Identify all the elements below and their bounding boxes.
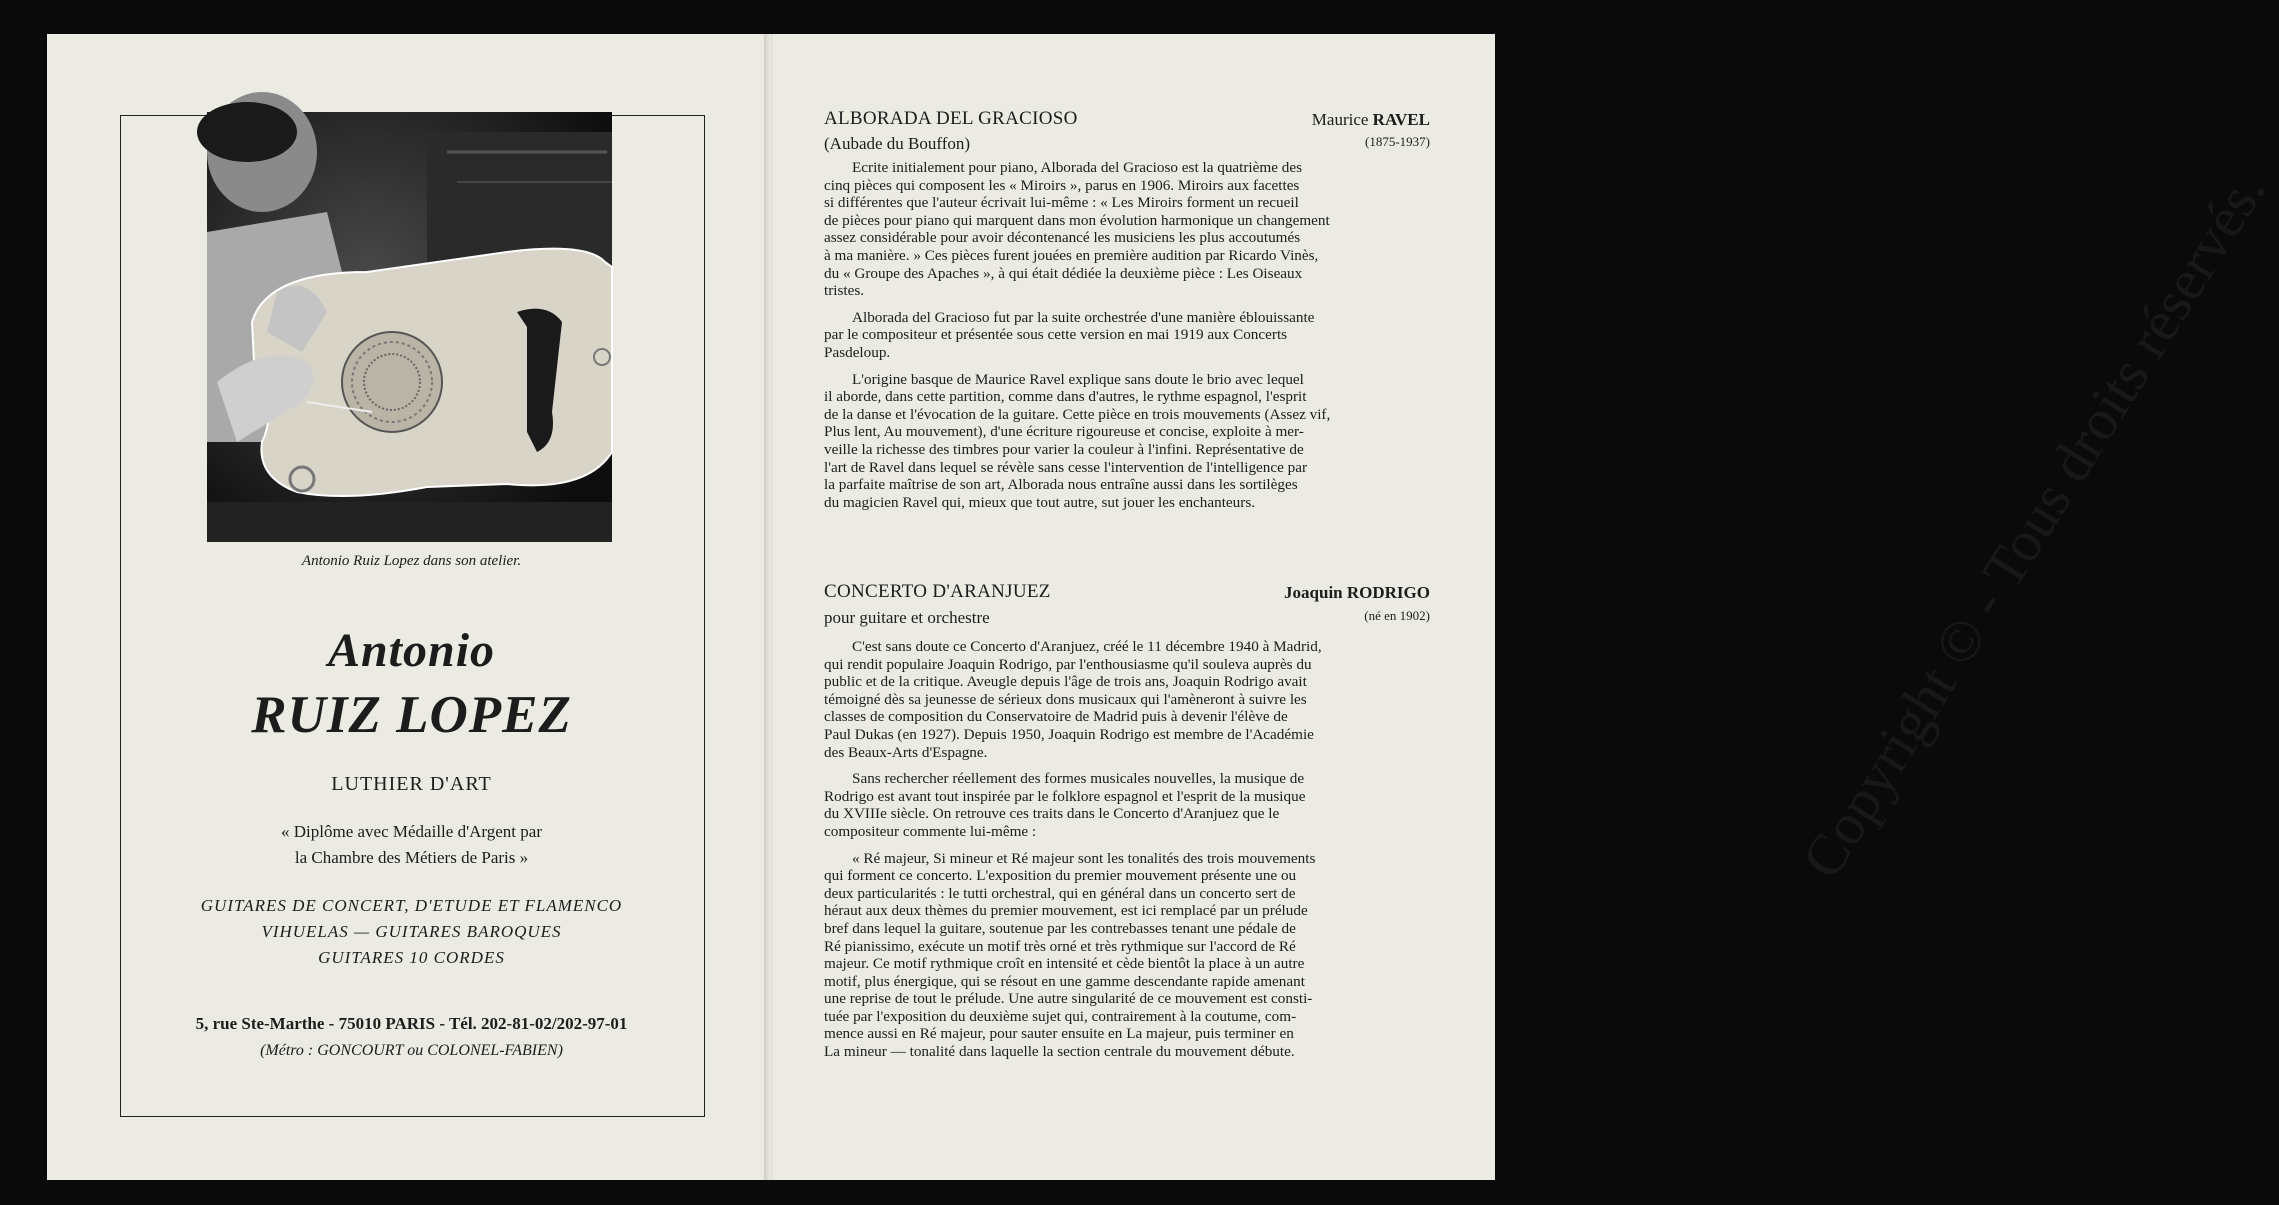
text-line: Ecrite initialement pour piano, Alborada del Gracioso est la quatrième des <box>852 159 1302 176</box>
text-line: majeur. Ce motif rythmique croît en intensité et cède bientôt la place à un autre <box>824 955 1305 973</box>
text-line: bref dans lequel la guitare, soutenue par les contrebasses tenant une pédale de <box>824 919 1296 937</box>
text-line: L'origine basque de Maurice Ravel explique sans doute le brio avec lequel <box>852 370 1304 388</box>
paragraph <box>824 371 1429 512</box>
luthier-first-name: Antonio <box>327 624 496 677</box>
text-line: du magicien Ravel qui, mieux que tout autre, sut jouer les enchanteurs. <box>824 493 1256 511</box>
text-line: des Beaux-Arts d'Espagne. <box>824 743 988 761</box>
text-line: à ma manière. » Ces pièces furent jouées en première audition par Ricardo Vinès, <box>824 246 1319 264</box>
luthier-last-name: RUIZ LOPEZ <box>251 686 572 744</box>
paragraph <box>824 159 1429 300</box>
text-line: par le compositeur et présentée sous cette version en mai 1919 aux Concerts <box>824 326 1288 344</box>
copyright-watermark: Copyright © - Tous droits réservés. <box>1788 160 2278 889</box>
product-line: GUITARES 10 CORDES <box>318 948 505 967</box>
piece1-text <box>824 159 1429 520</box>
metro-info: (Métro : GONCOURT ou COLONEL-FABIEN) <box>260 1042 563 1059</box>
piece2-subtitle: pour guitare et orchestre <box>824 608 990 627</box>
text-line: Plus lent, Au mouvement), d'une écriture rigoureuse et concise, exploite à mer- <box>824 423 1304 441</box>
text-line: tuée par l'exposition du deuxième sujet qui, contrairement à la coutume, com- <box>824 1007 1297 1025</box>
piece1-title: ALBORADA DEL GRACIOSO <box>824 108 1078 129</box>
piece1-dates: (1875-1937) <box>1365 134 1430 149</box>
text-line: C'est sans doute ce Concerto d'Aranjuez, créé le 11 décembre 1940 à Madrid, <box>852 638 1322 655</box>
text-line: compositeur commente lui-même : <box>824 822 1037 840</box>
text-line: une reprise de tout le prélude. Une autre singularité de ce mouvement est consti- <box>824 990 1313 1008</box>
paragraph <box>824 770 1429 840</box>
text-line: public et de la critique. Aveugle depuis l'âge de trois ans, Joaquin Rodrigo avait <box>824 673 1307 691</box>
composer-first-name: Maurice <box>1311 110 1369 129</box>
text-line: l'art de Ravel dans lequel se révèle sans cesse l'intervention de l'intelligence par <box>824 458 1308 476</box>
text-line: du XVIIIe siècle. On retrouve ces traits dans le Concerto d'Aranjuez que le <box>824 805 1280 823</box>
left-page <box>47 34 769 1180</box>
text-line: héraut aux deux thèmes du premier mouvement, est ici remplacé par un prélude <box>824 902 1308 920</box>
shop-address: 5, rue Ste-Marthe - 75010 PARIS - Tél. 202-81-02/202-97-01 <box>195 1014 628 1033</box>
piece1-subtitle: (Aubade du Bouffon) <box>824 134 971 153</box>
text-line: qui forment ce concerto. L'exposition du premier mouvement présente une ou <box>824 867 1297 885</box>
text-line: mence aussi en Ré majeur, pour sauter ensuite en La majeur, puis terminer en <box>824 1025 1294 1043</box>
luthier-title: LUTHIER D'ART <box>331 773 492 795</box>
text-line: veille la richesse des timbres pour varier la couleur à l'infini. Représentative de <box>824 440 1304 458</box>
paragraph <box>824 638 1429 761</box>
text-line: de la danse et l'évocation de la guitare. Cette pièce en trois mouvements (Assez vif, <box>824 405 1331 423</box>
text-line: deux particularités : le tutti orchestral, qui en général dans un concerto sert de <box>824 884 1296 902</box>
composer-last-name: RAVEL <box>1372 110 1430 129</box>
product-line: GUITARES DE CONCERT, D'ETUDE ET FLAMENCO <box>200 896 623 915</box>
luthier-photo <box>207 112 612 542</box>
text-line: du « Groupe des Apaches », à qui était dédiée la deuxième pièce : Les Oiseaux <box>824 264 1303 282</box>
right-page <box>773 34 2278 1180</box>
text-line: Pasdeloup. <box>824 343 891 361</box>
text-line: motif, plus énergique, qui se résout en une gamme descendante rapide amenant <box>824 972 1305 990</box>
award-quote <box>120 819 703 871</box>
text-line: témoigné dès sa jeunesse de sérieux dons musicaux qui l'amèneront à suivre les <box>824 690 1307 708</box>
text-line: il aborde, dans cette partition, comme dans d'autres, le rythme espagnol, l'esprit <box>824 388 1307 406</box>
composer-first-name: Joaquin <box>1284 583 1343 602</box>
composer-last-name: RODRIGO <box>1346 583 1430 602</box>
text-line: la parfaite maîtrise de son art, Alborada nous entraîne aussi dans les sortilèges <box>824 476 1298 494</box>
text-line: tristes. <box>824 282 865 300</box>
paragraph <box>824 309 1429 362</box>
text-line: assez considérable pour avoir décontenancé les musiciens les plus accoutumés <box>824 229 1301 247</box>
text-line: Paul Dukas (en 1927). Depuis 1950, Joaquin Rodrigo est membre de l'Académie <box>824 725 1314 743</box>
text-line: Alborada del Gracioso fut par la suite orchestrée d'une manière éblouissante <box>852 308 1315 326</box>
product-list <box>120 893 703 971</box>
text-line: La mineur — tonalité dans laquelle la section centrale du mouvement débute. <box>824 1043 1295 1061</box>
piece1-composer <box>1312 110 1430 130</box>
paragraph <box>824 850 1429 1061</box>
product-line: VIHUELAS — GUITARES BAROQUES <box>261 922 562 941</box>
text-line: Ré pianissimo, exécute un motif très orné et très rythmique sur l'accord de Ré <box>824 937 1296 955</box>
text-line: classes de composition du Conservatoire de Madrid puis à devenir l'élève de <box>824 708 1288 726</box>
text-line: si différentes que l'auteur écrivait lui-même : « Les Miroirs forment un recueil <box>824 194 1299 212</box>
text-line: Rodrigo est avant tout inspirée par le folklore espagnol et l'esprit de la musique <box>824 787 1306 805</box>
award-quote-line: « Diplôme avec Médaille d'Argent par <box>281 822 542 841</box>
piece2-composer <box>1284 583 1430 603</box>
photo-caption: Antonio Ruiz Lopez dans son atelier. <box>301 553 522 569</box>
piece2-title: CONCERTO D'ARANJUEZ <box>824 581 1051 602</box>
text-line: « Ré majeur, Si mineur et Ré majeur sont les tonalités des trois mouvements <box>852 849 1316 867</box>
piece2-text <box>824 638 1429 1070</box>
award-quote-line: la Chambre des Métiers de Paris » <box>294 848 529 867</box>
text-line: qui rendit populaire Joaquin Rodrigo, par l'enthousiasme qu'il souleva auprès du <box>824 655 1312 673</box>
piece2-dates: (né en 1902) <box>1364 608 1430 623</box>
text-line: Sans rechercher réellement des formes musicales nouvelles, la musique de <box>852 770 1305 788</box>
text-line: cinq pièces qui composent les « Miroirs », parus en 1906. Miroirs aux facettes <box>824 176 1300 194</box>
text-line: de pièces pour piano qui marquent dans mon évolution harmonique un changement <box>824 211 1330 229</box>
